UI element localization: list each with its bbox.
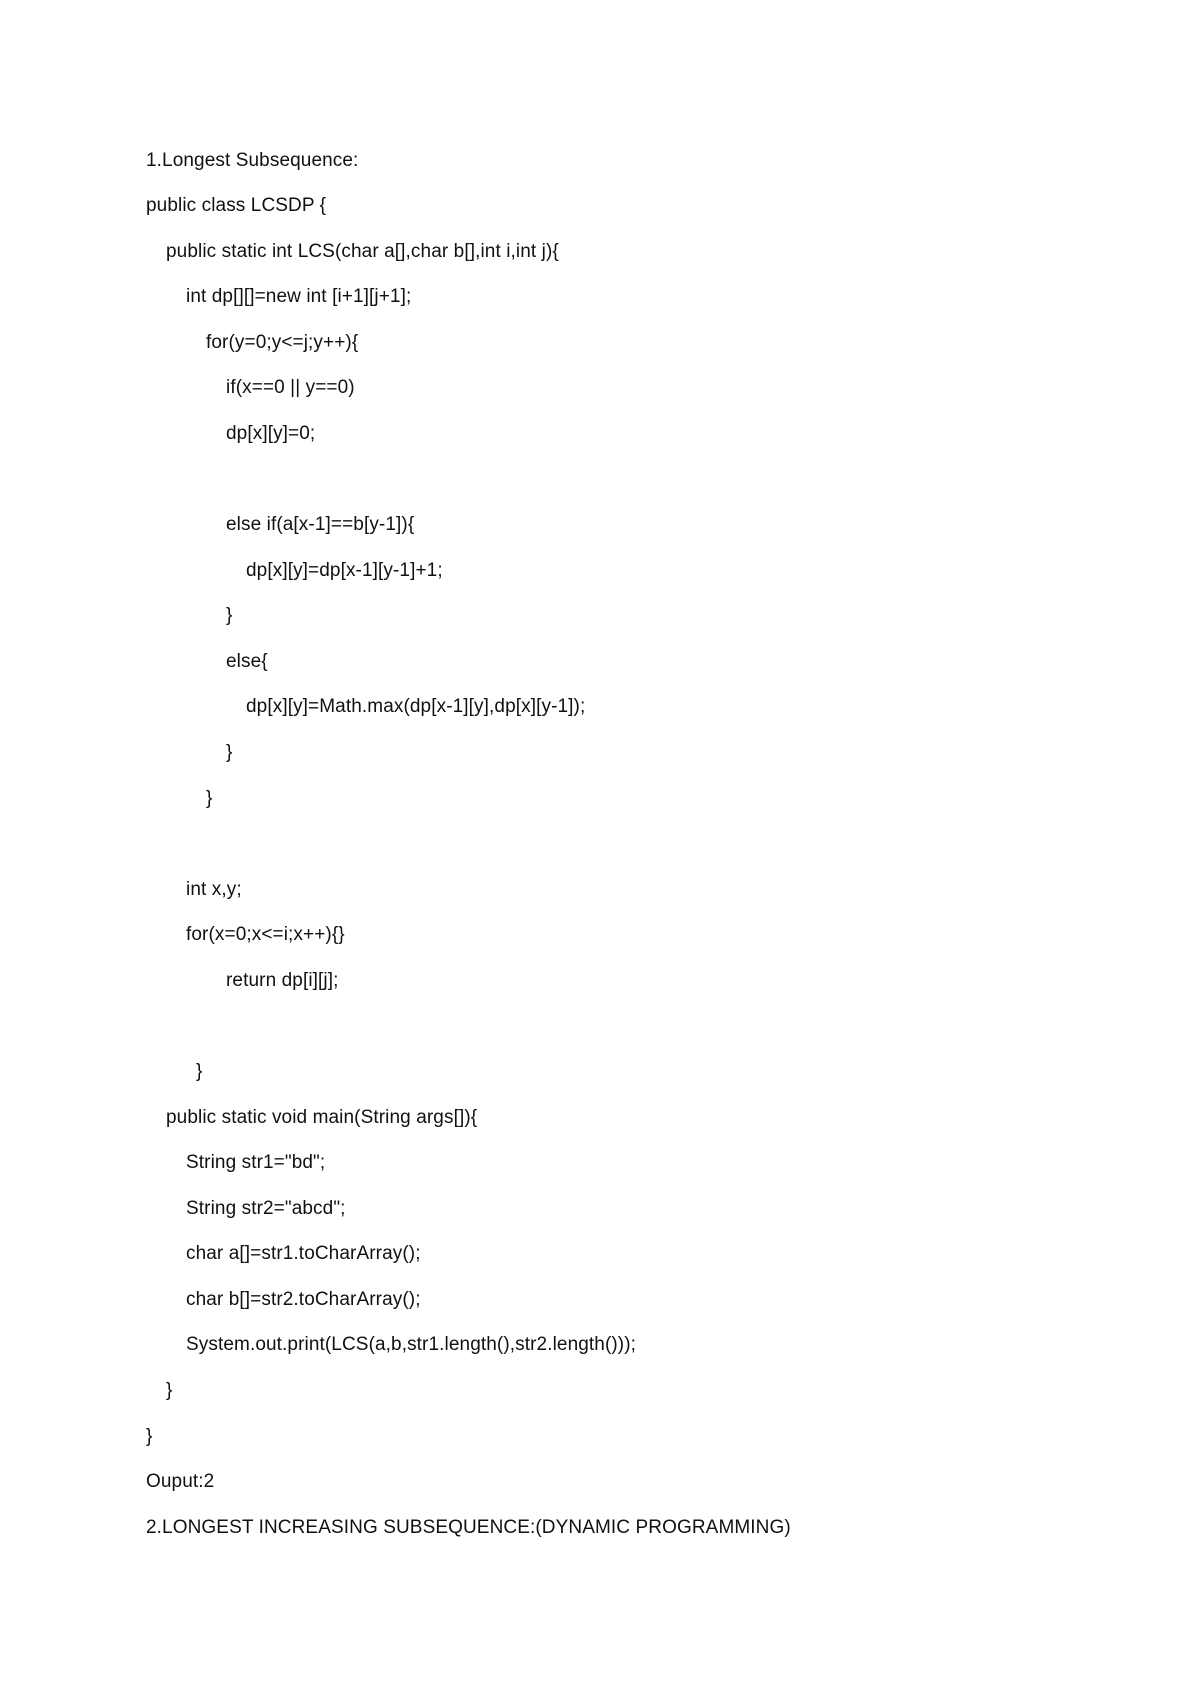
code-line: public static int LCS(char a[],char b[],int i,int j){ xyxy=(166,241,559,262)
code-line: dp[x][y]=0; xyxy=(226,423,316,444)
code-line: return dp[i][j]; xyxy=(226,970,339,991)
code-line: else if(a[x-1]==b[y-1]){ xyxy=(226,514,415,535)
code-line: for(y=0;y<=j;y++){ xyxy=(206,332,359,353)
code-line: } xyxy=(226,605,233,626)
code-line: dp[x][y]=Math.max(dp[x-1][y],dp[x][y-1]); xyxy=(246,696,586,717)
code-line: } xyxy=(226,742,233,763)
code-line: public class LCSDP { xyxy=(146,195,327,216)
code-line: else{ xyxy=(226,651,268,672)
code-line: int dp[][]=new int [i+1][j+1]; xyxy=(186,286,412,307)
code-line: if(x==0 || y==0) xyxy=(226,377,355,398)
code-line: dp[x][y]=dp[x-1][y-1]+1; xyxy=(246,560,443,581)
code-line: String str1="bd"; xyxy=(186,1152,326,1173)
code-line: char a[]=str1.toCharArray(); xyxy=(186,1243,421,1264)
output-line: Ouput:2 xyxy=(146,1471,215,1492)
code-line: char b[]=str2.toCharArray(); xyxy=(186,1289,421,1310)
code-line: } xyxy=(206,788,213,809)
code-line: public static void main(String args[]){ xyxy=(166,1107,478,1128)
section-heading-2: 2.LONGEST INCREASING SUBSEQUENCE:(DYNAMIC PROGRAMMING) xyxy=(146,1517,791,1538)
code-line: System.out.print(LCS(a,b,str1.length(),str2.length())); xyxy=(186,1334,637,1355)
code-line: for(x=0;x<=i;x++){} xyxy=(186,924,345,945)
code-line: } xyxy=(196,1061,203,1082)
code-line: String str2="abcd"; xyxy=(186,1198,346,1219)
section-heading-1: 1.Longest Subsequence: xyxy=(146,150,359,171)
code-line: int x,y; xyxy=(186,879,242,900)
code-line: } xyxy=(146,1426,153,1447)
code-line: } xyxy=(166,1380,173,1401)
